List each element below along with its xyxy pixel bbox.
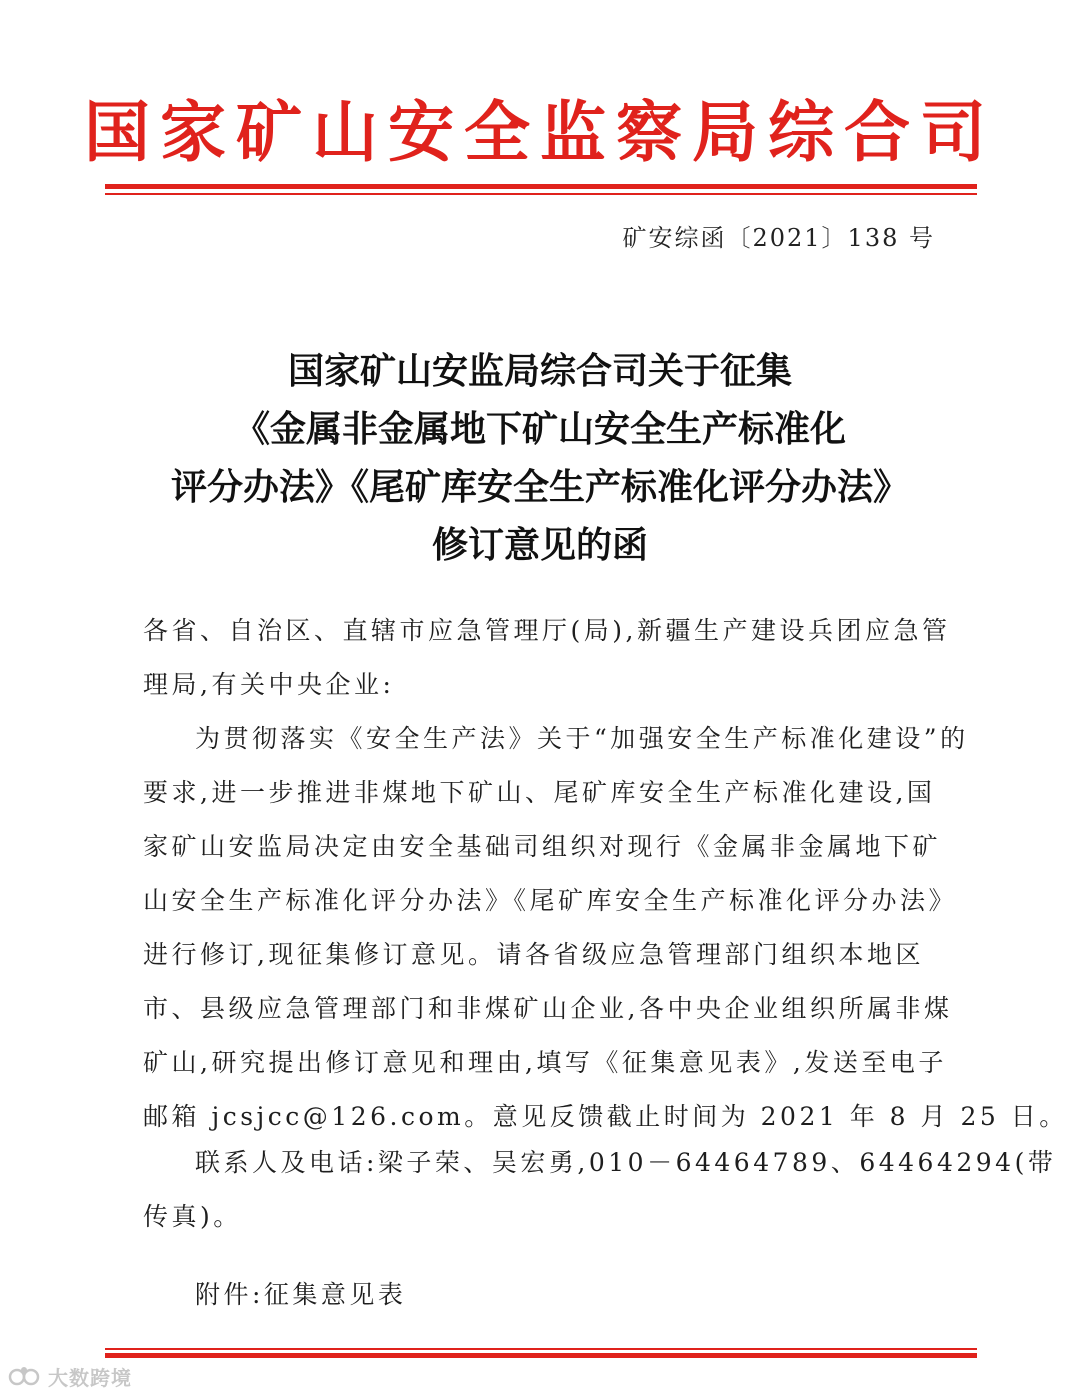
title-line: 评分办法》《尾矿库安全生产标准化评分办法》 — [170, 466, 909, 508]
document-number: 矿安综函〔2021〕138 号 — [622, 224, 935, 252]
footer-rule-thick — [105, 1353, 977, 1358]
letterhead-title: 国家矿山安全监察局综合司 — [84, 93, 996, 171]
paragraph-line: 联系人及电话:梁子荣、吴宏勇,010－64464789、64464294(带 — [195, 1148, 1057, 1177]
paragraph-line: 要求,进一步推进非煤地下矿山、尾矿库安全生产标准化建设,国 — [143, 778, 936, 807]
paragraph-line: 家矿山安监局决定由安全基础司组织对现行《金属非金属地下矿 — [143, 832, 942, 861]
letterhead-rule-thick — [105, 184, 977, 189]
body-paragraph-main — [143, 712, 1068, 1144]
salutation — [143, 604, 951, 712]
paragraph-line: 市、县级应急管理部门和非煤矿山企业,各中央企业组织所属非煤 — [143, 994, 953, 1023]
paragraph-line: 传真)。 — [143, 1202, 242, 1231]
body-paragraph-contact — [143, 1136, 1057, 1244]
title-line: 《金属非金属地下矿山安全生产标准化 — [233, 408, 846, 450]
paragraph-line: 为贯彻落实《安全生产法》关于“加强安全生产标准化建设”的 — [195, 724, 969, 753]
document-title — [130, 342, 950, 574]
letterhead-rule-thin — [105, 193, 977, 195]
title-line: 修订意见的函 — [431, 524, 648, 566]
paragraph-line: 进行修订,现征集修订意见。请各省级应急管理部门组织本地区 — [143, 940, 924, 969]
title-line: 国家矿山安监局综合司关于征集 — [287, 350, 792, 392]
watermark — [8, 1362, 132, 1391]
dashujk-logo-icon — [8, 1364, 42, 1390]
paragraph-line: 邮箱 jcsjcc@126.com。意见反馈截止时间为 2021 年 8 月 25 日。 — [143, 1102, 1068, 1131]
paragraph-line: 矿山,研究提出修订意见和理由,填写《征集意见表》,发送至电子 — [143, 1048, 947, 1077]
salutation-line: 各省、自治区、直辖市应急管理厅(局),新疆生产建设兵团应急管 — [143, 616, 951, 645]
watermark-text: 大数跨境 — [48, 1366, 132, 1390]
attachment-line: 附件:征集意见表 — [195, 1280, 407, 1309]
paragraph-line: 山安全生产标准化评分办法》《尾矿库安全生产标准化评分办法》 — [143, 886, 958, 915]
attachment-note — [143, 1268, 943, 1322]
salutation-line: 理局,有关中央企业: — [143, 670, 395, 699]
footer-rule-thin — [105, 1348, 977, 1350]
